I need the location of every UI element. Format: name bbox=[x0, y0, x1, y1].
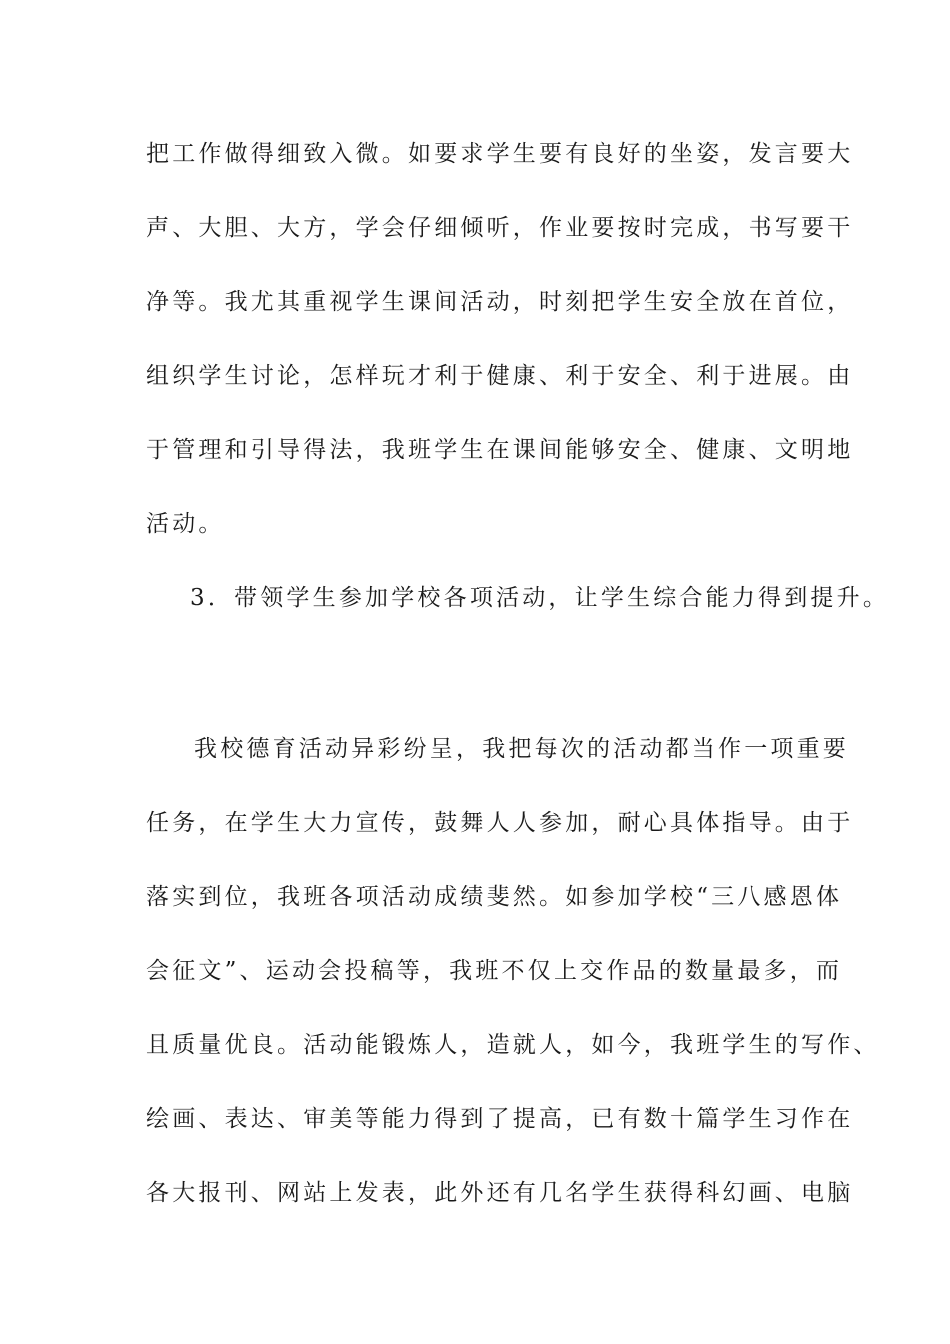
paragraph-line: 活动。 bbox=[146, 511, 225, 537]
paragraph-line: 声、大胆、大方，学会仔细倾听，作业要按时完成，书写要干 bbox=[146, 215, 854, 241]
paragraph-line: 各大报刊、网站上发表，此外还有几名学生获得科幻画、电脑 bbox=[146, 1180, 854, 1206]
paragraph-line: 任务，在学生大力宣传，鼓舞人人参加，耐心具体指导。由于 bbox=[146, 810, 854, 836]
paragraph-line: 组织学生讨论，怎样玩才利于健康、利于安全、利于进展。由 bbox=[146, 363, 854, 389]
paragraph-line: 于管理和引导得法，我班学生在课间能够安全、健康、文明地 bbox=[146, 437, 854, 463]
paragraph-line: 且质量优良。活动能锻炼人，造就人，如今，我班学生的写作、 bbox=[146, 1032, 880, 1058]
paragraph-line: 我校德育活动异彩纷呈，我把每次的活动都当作一项重要 bbox=[194, 736, 849, 762]
paragraph-line: 会征文”、运动会投稿等，我班不仅上交作品的数量最多，而 bbox=[146, 958, 843, 984]
paragraph-line: 把工作做得细致入微。如要求学生要有良好的坐姿，发言要大 bbox=[146, 141, 854, 167]
section-heading: 3．带领学生参加学校各项活动，让学生综合能力得到提升。 bbox=[190, 585, 890, 611]
paragraph-line: 绘画、表达、审美等能力得到了提高，已有数十篇学生习作在 bbox=[146, 1106, 854, 1132]
paragraph-line: 落实到位，我班各项活动成绩斐然。如参加学校“三八感恩体 bbox=[146, 884, 843, 910]
paragraph-line: 净等。我尤其重视学生课间活动，时刻把学生安全放在首位， bbox=[146, 289, 854, 315]
